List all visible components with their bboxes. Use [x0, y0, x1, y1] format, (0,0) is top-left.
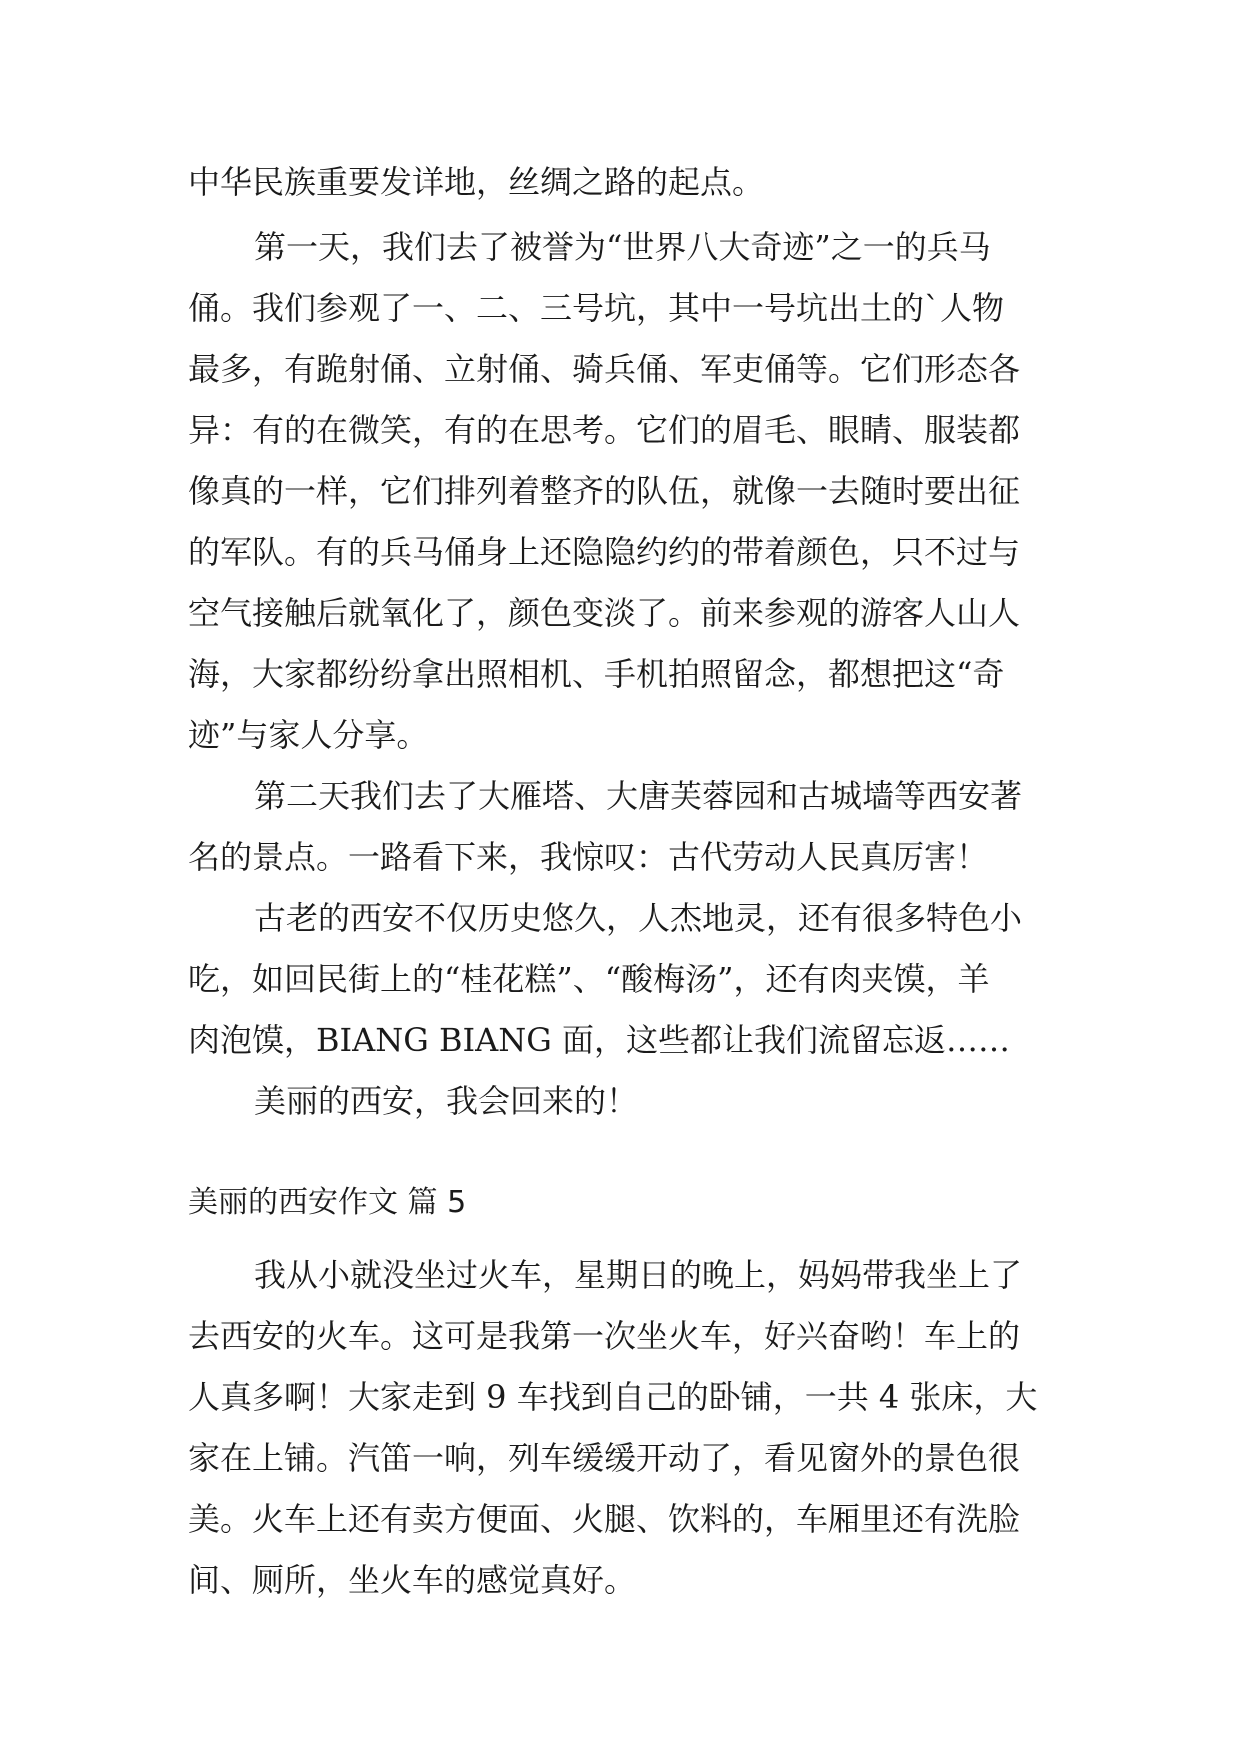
- paragraph-line: 异：有的在微笑，有的在思考。它们的眉毛、眼睛、服装都: [188, 411, 1021, 449]
- paragraph-line: 名的景点。一路看下来，我惊叹：古代劳动人民真厉害！: [188, 838, 989, 876]
- paragraph-line: 间、厕所，坐火车的感觉真好。: [188, 1561, 637, 1599]
- paragraph-line: 美丽的西安，我会回来的！: [254, 1082, 639, 1120]
- paragraph-line: 第一天，我们去了被誉为“世界八大奇迹”之一的兵马: [254, 228, 991, 266]
- paragraph-line: 最多，有跪射俑、立射俑、骑兵俑、军吏俑等。它们形态各: [188, 350, 1021, 388]
- paragraph-line: 古老的西安不仅历史悠久，人杰地灵，还有很多特色小: [254, 899, 1023, 937]
- paragraph-line: 俑。我们参观了一、二、三号坑，其中一号坑出土的`人物: [188, 289, 1005, 327]
- paragraph-line: 吃，如回民街上的“桂花糕”、“酸梅汤”，还有肉夹馍，羊: [188, 960, 990, 998]
- paragraph-line: 人真多啊！大家走到 9 车找到自己的卧铺，一共 4 张床，大: [188, 1378, 1038, 1416]
- paragraph-line: 第二天我们去了大雁塔、大唐芙蓉园和古城墙等西安著: [254, 777, 1023, 815]
- paragraph-line: 中华民族重要发详地，丝绸之路的起点。: [188, 163, 765, 201]
- section-heading: 美丽的西安作文 篇 5: [188, 1185, 467, 1220]
- paragraph-line: 肉泡馍，BIANG BIANG 面，这些都让我们流留忘返……: [188, 1021, 1011, 1059]
- paragraph-line: 空气接触后就氧化了，颜色变淡了。前来参观的游客人山人: [188, 594, 1021, 632]
- paragraph-line: 迹”与家人分享。: [188, 716, 429, 754]
- paragraph-line: 的军队。有的兵马俑身上还隐隐约约的带着颜色，只不过与: [188, 533, 1021, 571]
- paragraph-line: 去西安的火车。这可是我第一次坐火车，好兴奋哟！车上的: [188, 1317, 1021, 1355]
- paragraph-line: 海，大家都纷纷拿出照相机、手机拍照留念，都想把这“奇: [188, 655, 1005, 693]
- paragraph-line: 像真的一样，它们排列着整齐的队伍，就像一去随时要出征: [188, 472, 1021, 510]
- paragraph-line: 美。火车上还有卖方便面、火腿、饮料的，车厢里还有洗脸: [188, 1500, 1021, 1538]
- paragraph-line: 家在上铺。汽笛一响，列车缓缓开动了，看见窗外的景色很: [188, 1439, 1021, 1477]
- paragraph-line: 我从小就没坐过火车，星期日的晚上，妈妈带我坐上了: [254, 1256, 1023, 1294]
